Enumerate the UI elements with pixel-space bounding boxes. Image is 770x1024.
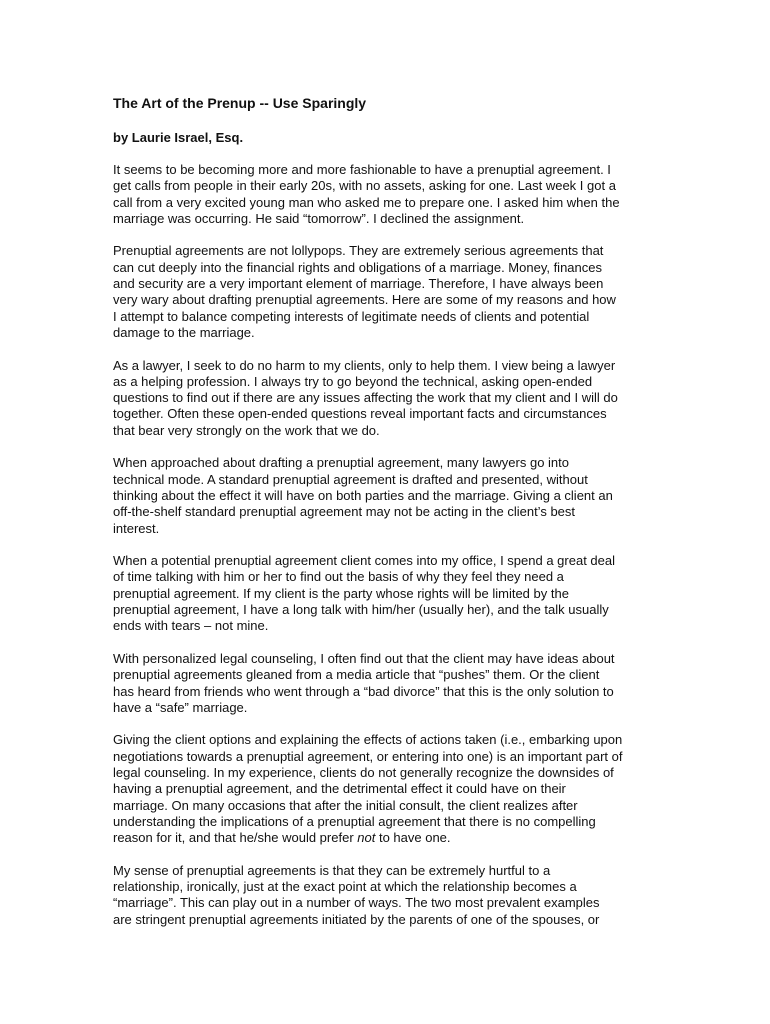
paragraph-line: As a lawyer, I seek to do no harm to my clients, only to help them. I view being a lawyer (113, 357, 616, 373)
paragraph-4 (113, 455, 661, 536)
paragraph-line: When approached about drafting a prenuptial agreement, many lawyers go into (113, 455, 570, 471)
paragraph-1 (113, 162, 661, 227)
paragraph-line-with-emphasis (113, 830, 661, 846)
line-text-after: to have one. (375, 830, 451, 846)
paragraph-line: technical mode. A standard prenuptial agreement is drafted and presented, without (113, 471, 588, 487)
paragraph-line: marriage was occurring. He said “tomorrow”. I declined the assignment. (113, 210, 525, 226)
paragraph-line: damage to the marriage. (113, 324, 255, 340)
paragraph-line: interest. (113, 520, 160, 536)
emphasized-word: not (357, 830, 376, 846)
paragraph-line: off-the-shelf standard prenuptial agreement may not be acting in the client’s best (113, 504, 576, 520)
paragraph-line: of time talking with him or her to find out the basis of why they feel they need a (113, 569, 564, 585)
paragraph-line: understanding the implications of a prenuptial agreement that there is no compelling (113, 813, 596, 829)
paragraph-7 (113, 732, 661, 846)
paragraph-5 (113, 553, 661, 634)
paragraph-line: prenuptial agreement. If my client is the party whose rights will be limited by the (113, 585, 569, 601)
paragraph-6 (113, 651, 661, 716)
paragraph-8 (113, 863, 661, 928)
paragraph-line: have a “safe” marriage. (113, 699, 248, 715)
paragraph-line: and security are a very important element of marriage. Therefore, I have always been (113, 276, 604, 292)
paragraph-line: having a prenuptial agreement, and the detrimental effect it could have on their (113, 781, 566, 797)
paragraph-line: as a helping profession. I always try to go beyond the technical, asking open-ended (113, 373, 593, 389)
paragraph-line: With personalized legal counseling, I often find out that the client may have ideas about (113, 650, 615, 666)
paragraph-line: are stringent prenuptial agreements initiated by the parents of one of the spouses, or (113, 911, 600, 927)
paragraph-line: get calls from people in their early 20s, with no assets, asking for one. Last week I got a (113, 178, 616, 194)
paragraph-line: call from a very excited young man who asked me to prepare one. I asked him when the (113, 194, 620, 210)
paragraph-line: I attempt to balance competing interests of legitimate needs of clients and potential (113, 308, 590, 324)
paragraph-line: prenuptial agreements gleaned from a media article that “pushes” them. Or the client (113, 667, 600, 683)
author-byline: by Laurie Israel, Esq. (113, 130, 244, 145)
paragraph-3 (113, 358, 661, 439)
paragraph-line: negotiations towards a prenuptial agreement, or entering into one) is an important part of (113, 748, 623, 764)
document-page (113, 94, 661, 944)
paragraph-line: very wary about drafting prenuptial agreements. Here are some of my reasons and how (113, 292, 616, 308)
paragraph-line: that bear very strongly on the work that we do. (113, 422, 380, 438)
document-title: The Art of the Prenup -- Use Sparingly (113, 95, 367, 111)
paragraph-line: relationship, ironically, just at the exact point at which the relationship becomes a (113, 879, 577, 895)
paragraph-line: It seems to be becoming more and more fashionable to have a prenuptial agreement. I (113, 162, 611, 177)
paragraph-line: thinking about the effect it will have on both parties and the marriage. Giving a client an (113, 487, 613, 503)
paragraph-line: marriage. On many occasions that after the initial consult, the client realizes after (113, 797, 578, 813)
paragraph-line: My sense of prenuptial agreements is that they can be extremely hurtful to a (113, 862, 551, 878)
paragraph-line: ends with tears – not mine. (113, 618, 269, 634)
paragraph-line: Giving the client options and explaining the effects of actions taken (i.e., embarking upon (113, 732, 623, 748)
paragraph-line: Prenuptial agreements are not lollypops. They are extremely serious agreements that (113, 243, 604, 259)
paragraph-line: questions to find out if there are any issues affecting the work that my client and I will do (113, 390, 618, 406)
line-text-before: reason for it, and that he/she would prefer (113, 830, 358, 846)
paragraph-line: prenuptial agreement, I have a long talk with him/her (usually her), and the talk usually (113, 602, 609, 618)
paragraph-line: legal counseling. In my experience, clients do not generally recognize the downsides of (113, 764, 614, 780)
paragraph-line: has heard from friends who went through a “bad divorce” that this is the only solution to (113, 683, 614, 699)
paragraph-2 (113, 243, 661, 341)
paragraph-line: together. Often these open-ended questions reveal important facts and circumstances (113, 406, 607, 422)
paragraph-line: can cut deeply into the financial rights and obligations of a marriage. Money, finances (113, 259, 602, 275)
paragraph-line: When a potential prenuptial agreement client comes into my office, I spend a great deal (113, 553, 615, 569)
paragraph-line: “marriage”. This can play out in a number of ways. The two most prevalent examples (113, 895, 600, 911)
